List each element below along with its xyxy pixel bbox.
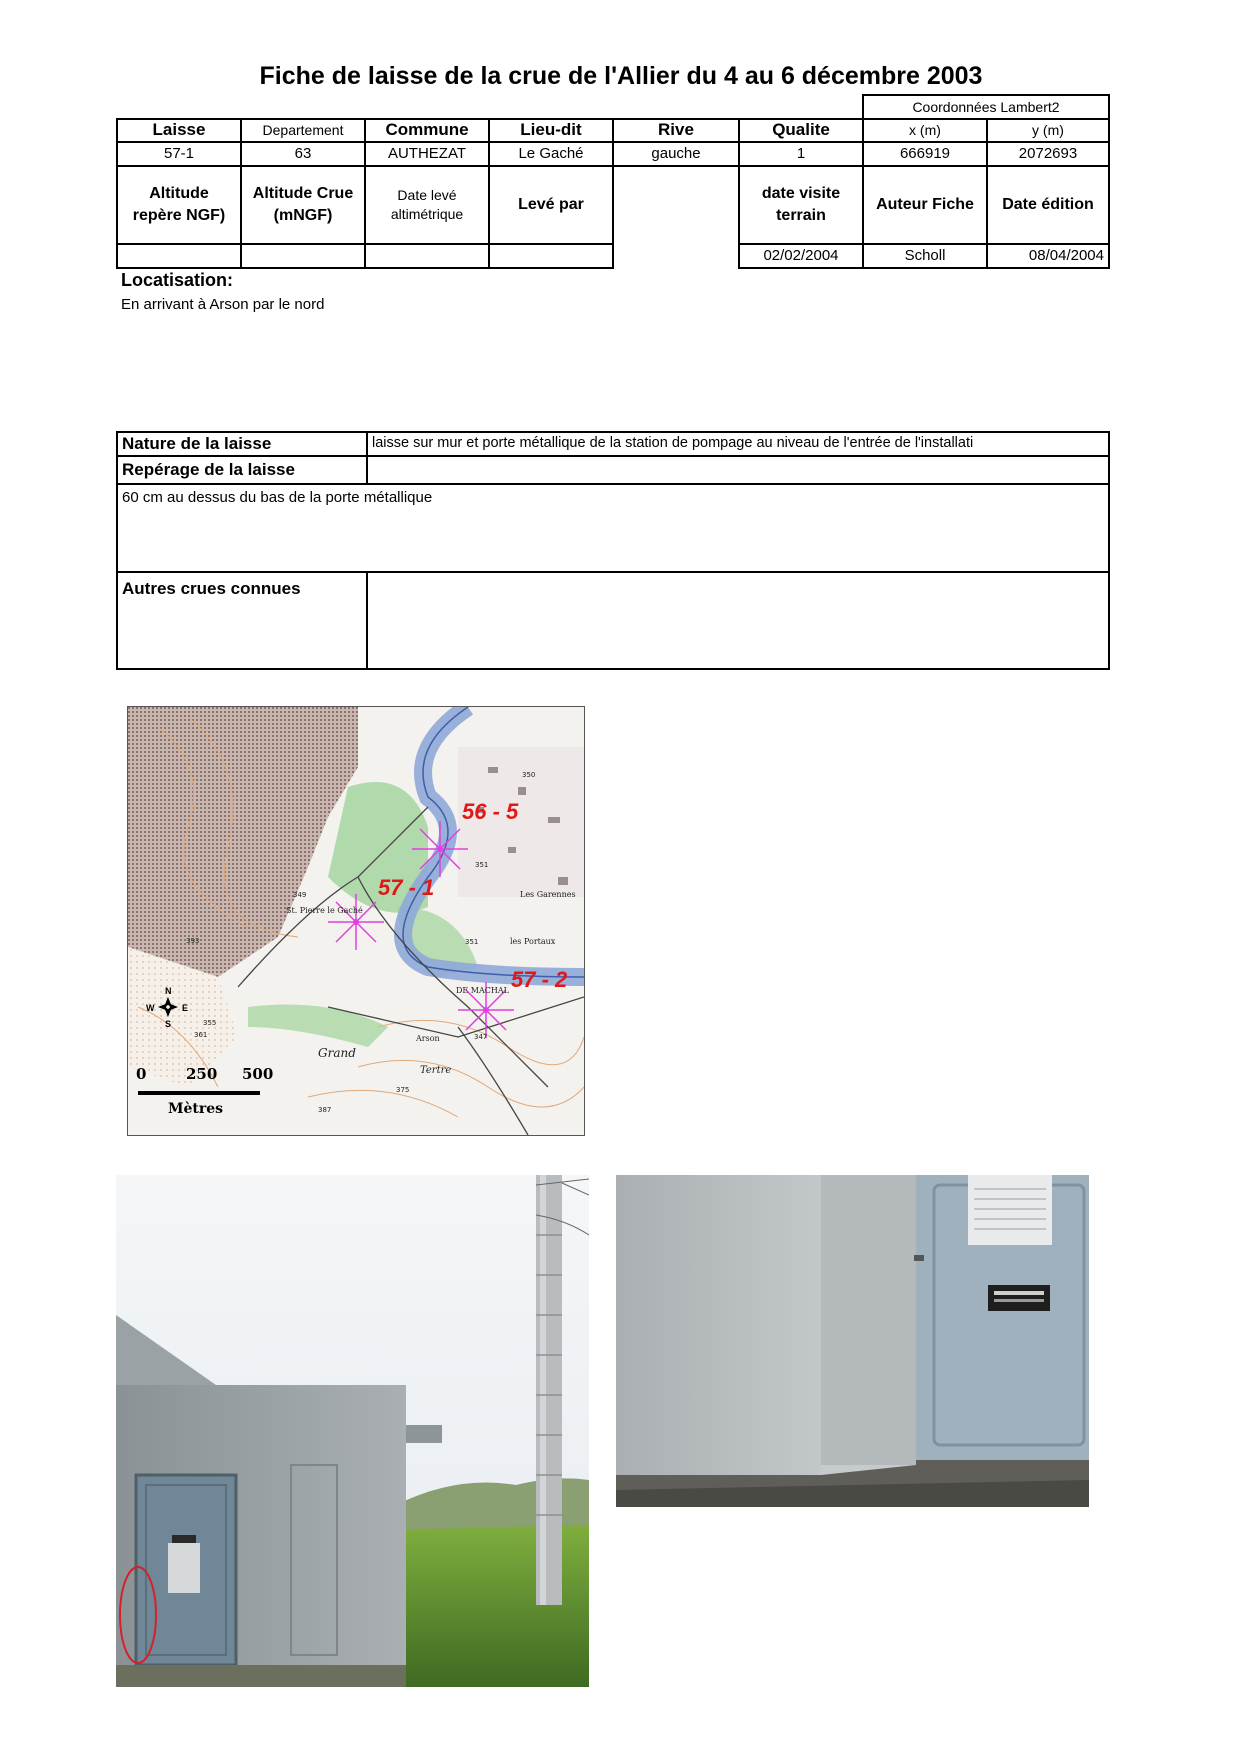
map-elev-393: 393	[186, 937, 200, 945]
col-datelev-line1: Date levé	[397, 187, 457, 204]
val-y: 2072693	[986, 141, 1110, 167]
col-commune: Commune	[364, 118, 490, 143]
map-place-st-pierre: St. Pierre le Gaché	[286, 906, 363, 915]
localisation-text: En arrivant à Arson par le nord	[121, 296, 325, 313]
col-x: x (m)	[862, 118, 988, 143]
map-place-arson: Arson	[416, 1034, 440, 1043]
col-altitude-crue	[240, 165, 366, 245]
val-date-edition: 08/04/2004	[986, 243, 1110, 269]
col-laisse: Laisse	[116, 118, 242, 143]
col-auteur-fiche: Auteur Fiche	[862, 165, 988, 245]
col-date-visite	[738, 165, 864, 245]
autres-crues-value	[366, 571, 1110, 670]
map-elev-350: 350	[522, 771, 536, 779]
col-altitude-line2: repère NGF)	[132, 207, 226, 224]
marker-label-57-2: 57 - 2	[511, 967, 568, 992]
val-commune: AUTHEZAT	[364, 141, 490, 167]
col-date-edition: Date édition	[986, 165, 1110, 245]
val-qualite: 1	[738, 141, 864, 167]
reperage-label: Repérage de la laisse	[116, 455, 368, 485]
scale-tick-500: 500	[242, 1065, 274, 1083]
col-altcrue-line1: Altitude Crue	[252, 185, 354, 203]
compass-s: S	[165, 1019, 172, 1029]
col-datelev-line2: altimétrique	[390, 206, 464, 222]
compass-w: W	[146, 1003, 155, 1013]
map-elev-351b: 351	[465, 938, 479, 946]
map-place-les-portaux: les Portaux	[510, 937, 556, 946]
page-title: Fiche de laisse de la crue de l'Allier du 4 au 6 décembre 2003	[259, 62, 983, 90]
val-x: 666919	[862, 141, 988, 167]
col-qualite: Qualite	[738, 118, 864, 143]
col-datevisite-line2: terrain	[776, 207, 826, 224]
val-date-leve	[364, 243, 490, 269]
col-leve-par: Levé par	[488, 165, 614, 245]
nature-label: Nature de la laisse	[116, 431, 368, 457]
nature-value: laisse sur mur et porte métallique de la station de pompage au niveau de l'entrée de l'installati	[366, 431, 1110, 457]
val-altitude-crue	[240, 243, 366, 269]
marker-label-56-5: 56 - 5	[462, 799, 519, 824]
map-elev-347: 347	[474, 1033, 488, 1041]
val-auteur-fiche: Scholl	[862, 243, 988, 269]
col-datevisite-line1: date visite	[761, 185, 841, 203]
map-place-machal: DE MACHAL	[456, 986, 509, 995]
photo-station-exterior	[116, 1175, 589, 1687]
col-departement: Departement	[240, 118, 366, 143]
map-elev-387: 387	[318, 1106, 332, 1114]
map-elev-349: 349	[293, 891, 307, 899]
autres-crues-label: Autres crues connues	[116, 571, 368, 670]
map-elev-361: 361	[194, 1031, 208, 1039]
map-elev-351a: 351	[475, 861, 489, 869]
scale-tick-250: 250	[186, 1065, 218, 1083]
val-altitude	[116, 243, 242, 269]
scale-tick-0: 0	[136, 1065, 147, 1083]
marker-label-57-1: 57 - 1	[378, 875, 435, 900]
val-leve-par	[488, 243, 614, 269]
map-place-les-garennes: Les Garennes	[520, 890, 576, 899]
map-elev-375: 375	[396, 1086, 410, 1094]
photo-station-closeup	[616, 1175, 1089, 1507]
coord-group-header: Coordonnées Lambert2	[862, 94, 1110, 120]
localisation-label: Locatisation:	[121, 270, 234, 290]
col-y: y (m)	[986, 118, 1110, 143]
col-altcrue-line2: (mNGF)	[273, 207, 333, 224]
map-elev-355: 355	[203, 1019, 217, 1027]
reperage-value: 60 cm au dessus du bas de la porte métallique	[116, 483, 1110, 573]
col-lieudit: Lieu-dit	[488, 118, 614, 143]
map-place-grand: Grand	[318, 1046, 356, 1060]
map-place-tertre: Tertre	[420, 1065, 452, 1076]
val-lieudit: Le Gaché	[488, 141, 614, 167]
compass-n: N	[165, 986, 172, 996]
val-rive: gauche	[612, 141, 740, 167]
col-date-leve	[364, 165, 490, 245]
val-date-visite: 02/02/2004	[738, 243, 864, 269]
reperage-spacer	[366, 455, 1110, 485]
val-departement: 63	[240, 141, 366, 167]
col-rive: Rive	[612, 118, 740, 143]
col-altitude-line1: Altitude	[149, 185, 209, 203]
compass-e: E	[182, 1003, 189, 1013]
scale-unit: Mètres	[168, 1101, 224, 1117]
val-laisse: 57-1	[116, 141, 242, 167]
col-altitude	[116, 165, 242, 245]
location-map	[127, 706, 585, 1136]
